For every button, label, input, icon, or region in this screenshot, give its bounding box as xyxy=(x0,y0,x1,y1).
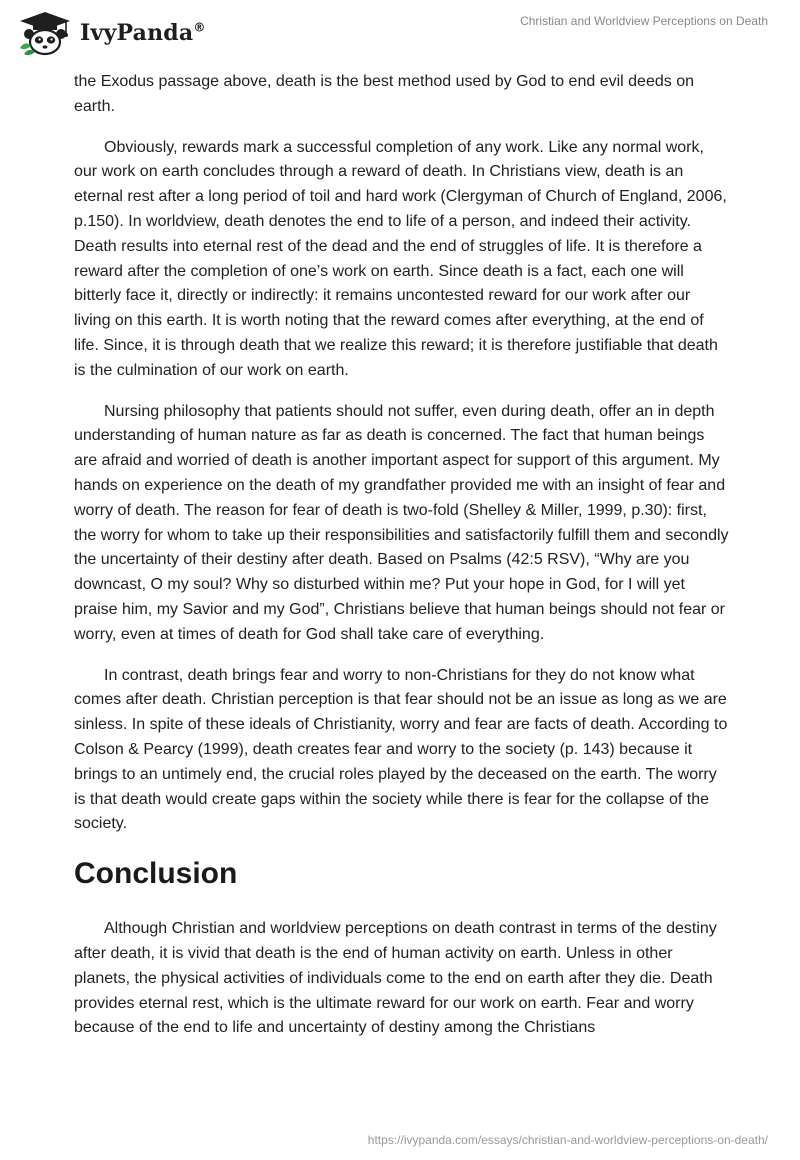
paragraph-continuation: the Exodus passage above, death is the best method used by God to end evil deeds on earth. xyxy=(74,73,694,115)
paragraph: Although Christian and worldview perceptions on death contrast in terms of the destiny after death, it is vivid that death is the end of human activity on earth. Unless in other planets, the physical activities of individuals come to the end on earth after they die. Death provides eternal rest, which is the ultimate reward for our work on earth. Fear and worry because of the end to life and uncertainty of destiny among the Christians xyxy=(74,920,717,1037)
section-heading-conclusion: Conclusion xyxy=(74,857,238,891)
document-title: Christian and Worldview Perceptions on Death xyxy=(520,14,768,28)
brand-name: IvyPanda® xyxy=(80,20,206,46)
paragraph: Obviously, rewards mark a successful completion of any work. Like any normal work, our work on earth concludes through a reward of death. In Christians view, death is an eternal rest after a long period of toil and hard work (Clergyman of Church of England, 2006, p.150). In worldview, death denotes the end to life of a person, and indeed their activity. Death results into eternal rest of the dead and the end of struggles of life. It is therefore a reward after the completion of one’s work on earth. Since death is a fact, each one will bitterly face it, directly or indirectly: it remains uncontested reward for our work after our living on this earth. It is worth noting that the reward comes after everything, at the end of life. Since, it is through death that we realize this reward; it is therefore justifiable that death is the culmination of our work on earth. xyxy=(74,138,727,379)
paragraph: In contrast, death brings fear and worry to non-Christians for they do not know what comes after death. Christian perception is that fear should not be an issue as long as we are sinless. In spite of these ideals of Christianity, worry and fear are facts of death. According to Colson & Pearcy (1999), death creates fear and worry to the society (p. 143) because it brings to an untimely end, the crucial roles played by the deceased on the earth. The worry is that death would create gaps within the society while there is fear for the collapse of the society. xyxy=(74,666,728,833)
panda-graduate-icon xyxy=(16,10,74,56)
paragraph: Nursing philosophy that patients should not suffer, even during death, offer an in depth understanding of human nature as far as death is concerned. The fact that human beings are afraid and worried of death is another important aspect for support of this argument. My hands on experience on the death of my grandfather provided me with an insight of fear and worry of death. The reason for fear of death is two-fold (Shelley & Miller, 1999, p.30): first, the worry for whom to take up their responsibilities and satisfactorily fulfill them and secondly the uncertainty of their destiny after death. Based on Psalms (42:5 RSV), “Why are you downcast, O my soul? Why so disturbed within me? Put your hope in God, for I will yet praise him, my Savior and my God”, Christians believe that human beings should not fear or worry, even at times of death for God shall take care of everything. xyxy=(74,402,729,643)
page-header xyxy=(0,0,800,64)
brand-logo[interactable] xyxy=(16,10,206,56)
registered-mark: ® xyxy=(193,20,206,35)
source-url[interactable]: https://ivypanda.com/essays/christian-and-worldview-perceptions-on-death/ xyxy=(367,1133,768,1147)
essay-body xyxy=(74,70,730,1057)
